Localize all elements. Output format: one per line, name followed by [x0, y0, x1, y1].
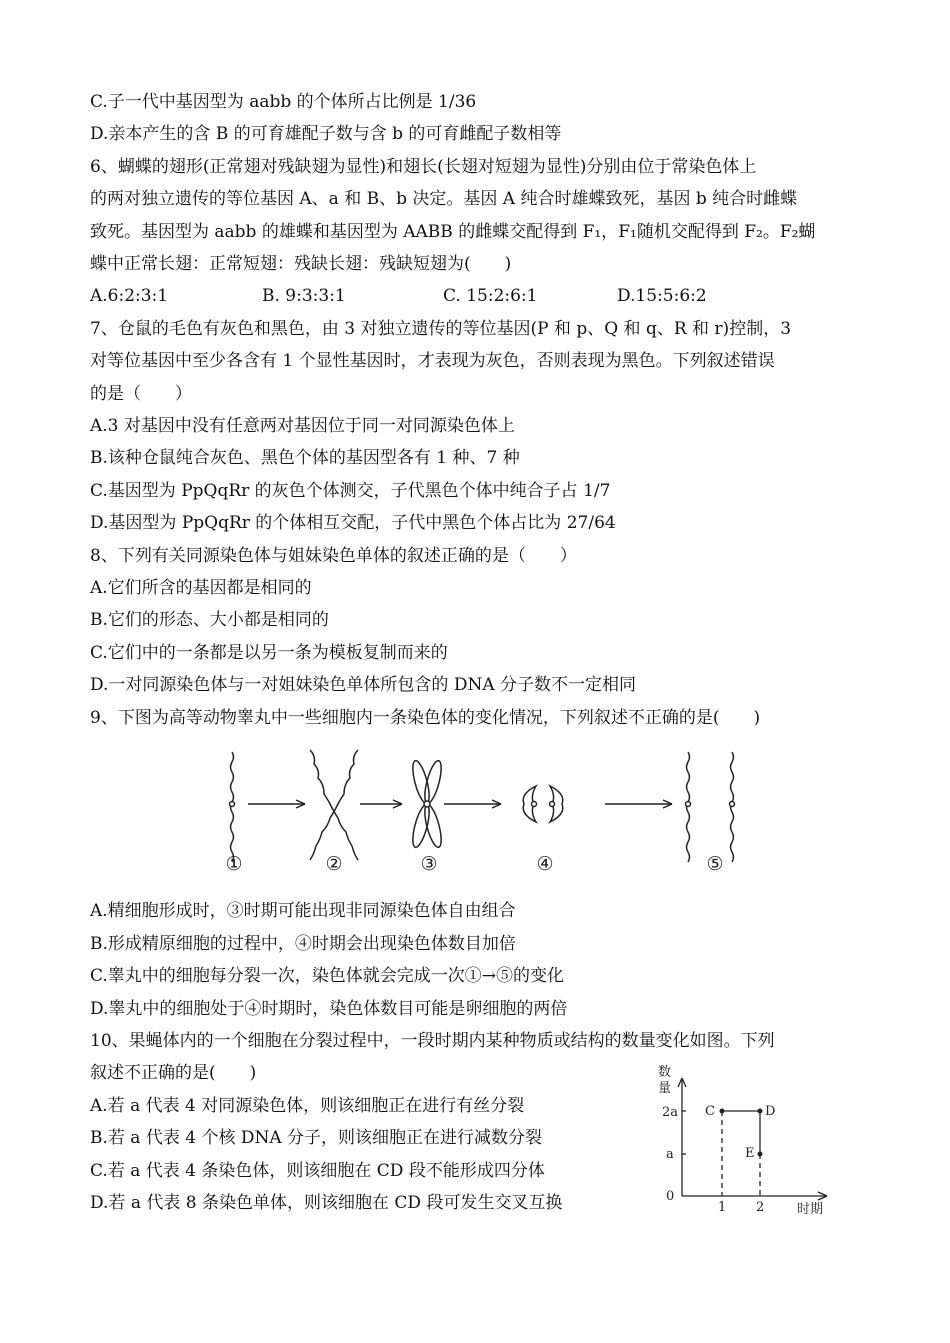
x-tick-2: 2: [756, 1200, 765, 1215]
q6-option-d: D.15:5:6:2: [617, 286, 707, 306]
point-c: [720, 1109, 725, 1114]
x-axis-label: 时期: [797, 1202, 824, 1217]
q6-stem-line-2: 的两对独立遗传的等位基因 A、a 和 B、b 决定。基因 A 纯合时雄蝶致死，基因 b 纯合时雌蝶: [90, 189, 798, 209]
y-axis-label-2: 量: [658, 1081, 672, 1096]
stage-label-2: ②: [325, 853, 343, 875]
q7-option-b: B.该种仓鼠纯合灰色、黑色个体的基因型各有 1 种、7 种: [90, 448, 520, 468]
label-d: D: [765, 1104, 776, 1119]
q9-option-c: C.睾丸中的细胞每分裂一次，染色体就会完成一次①→⑤的变化: [90, 966, 565, 986]
point-d: [758, 1109, 763, 1114]
origin-label: 0: [666, 1189, 675, 1204]
q6-option-b: B. 9:3:3:1: [262, 286, 346, 306]
stage-label-5: ⑤: [706, 853, 724, 875]
stage3-chromosome: [410, 759, 445, 849]
point-e: [758, 1152, 763, 1157]
q8-stem: 8、下列有关同源染色体与姐妹染色单体的叙述正确的是（ ）: [90, 546, 577, 566]
y-axis-label-1: 数: [658, 1065, 672, 1080]
q9-chromosome-figure: [210, 742, 770, 877]
q9-option-a: A.精细胞形成时，③时期可能出现非同源染色体自由组合: [90, 901, 516, 921]
q6-stem-line-3: 致死。基因型为 aabb 的雄蝶和基因型为 AABB 的雌蝶交配得到 F₁，F₁随机交配得到 F₂。F₂蝴: [90, 222, 816, 242]
q6-stem-line-1: 6、蝴蝶的翅形(正常翅对残缺翅为显性)和翅长(长翅对短翅为显性)分别由位于常染色体上: [90, 157, 757, 177]
label-c: C: [705, 1104, 715, 1119]
q8-option-b: B.它们的形态、大小都是相同的: [90, 610, 329, 630]
label-e: E: [745, 1146, 755, 1161]
stage-label-4: ④: [536, 853, 554, 875]
stage4-chromosomes: [523, 786, 563, 822]
q5-option-c: C.子一代中基因型为 aabb 的个体所占比例是 1/36: [90, 92, 477, 112]
q9-option-b: B.形成精原细胞的过程中，④时期会出现染色体数目加倍: [90, 934, 516, 954]
y-tick-a: a: [666, 1147, 674, 1162]
q7-stem-line-2: 对等位基因中至少各含有 1 个显性基因时，才表现为灰色，否则表现为黑色。下列叙述错误: [90, 351, 775, 371]
stage-label-3: ③: [420, 853, 438, 875]
q7-option-a: A.3 对基因中没有任意两对基因位于同一对同源染色体上: [90, 416, 515, 436]
q7-stem-line-1: 7、仓鼠的毛色有灰色和黑色，由 3 对独立遗传的等位基因(P 和 p、Q 和 q、R 和 r)控制，3: [90, 319, 792, 339]
q6-option-c: C. 15:2:6:1: [443, 286, 538, 306]
q10-option-c: C.若 a 代表 4 条染色体，则该细胞在 CD 段不能形成四分体: [90, 1161, 545, 1181]
q5-option-d: D.亲本产生的含 B 的可育雄配子数与含 b 的可育雌配子数相等: [90, 124, 562, 144]
q8-option-c: C.它们中的一条都是以另一条为模板复制而来的: [90, 643, 448, 663]
q6-stem-line-4: 蝶中正常长翅：正常短翅：残缺长翅：残缺短翅为( ): [90, 254, 512, 274]
q8-option-a: A.它们所含的基因都是相同的: [90, 578, 312, 598]
q10-quantity-graph: [655, 1058, 835, 1218]
q10-option-a: A.若 a 代表 4 对同源染色体，则该细胞正在进行有丝分裂: [90, 1096, 525, 1116]
q6-option-a: A.6:2:3:1: [90, 286, 169, 306]
q10-stem-line-1: 10、果蝇体内的一个细胞在分裂过程中，一段时期内某种物质或结构的数量变化如图。下列: [90, 1031, 775, 1051]
q9-stem: 9、下图为高等动物睾丸中一些细胞内一条染色体的变化情况，下列叙述不正确的是( ): [90, 708, 761, 728]
q8-option-d: D.一对同源染色体与一对姐妹染色单体所包含的 DNA 分子数不一定相同: [90, 675, 637, 695]
q9-option-d: D.睾丸中的细胞处于④时期时，染色体数目可能是卵细胞的两倍: [90, 999, 568, 1019]
y-tick-2a: 2a: [662, 1105, 679, 1120]
q7-stem-line-3: 的是（ ）: [90, 384, 192, 404]
q7-option-d: D.基因型为 PpQqRr 的个体相互交配，子代中黑色个体占比为 27/64: [90, 513, 616, 533]
q10-option-b: B.若 a 代表 4 个核 DNA 分子，则该细胞正在进行减数分裂: [90, 1128, 543, 1148]
stage-label-1: ①: [225, 853, 243, 875]
q7-option-c: C.基因型为 PpQqRr 的灰色个体测交，子代黑色个体中纯合子占 1/7: [90, 481, 611, 501]
q10-option-d: D.若 a 代表 8 条染色单体，则该细胞在 CD 段可发生交叉互换: [90, 1193, 563, 1213]
x-tick-1: 1: [718, 1200, 727, 1215]
q10-stem-line-2: 叙述不正确的是( ): [90, 1063, 257, 1083]
